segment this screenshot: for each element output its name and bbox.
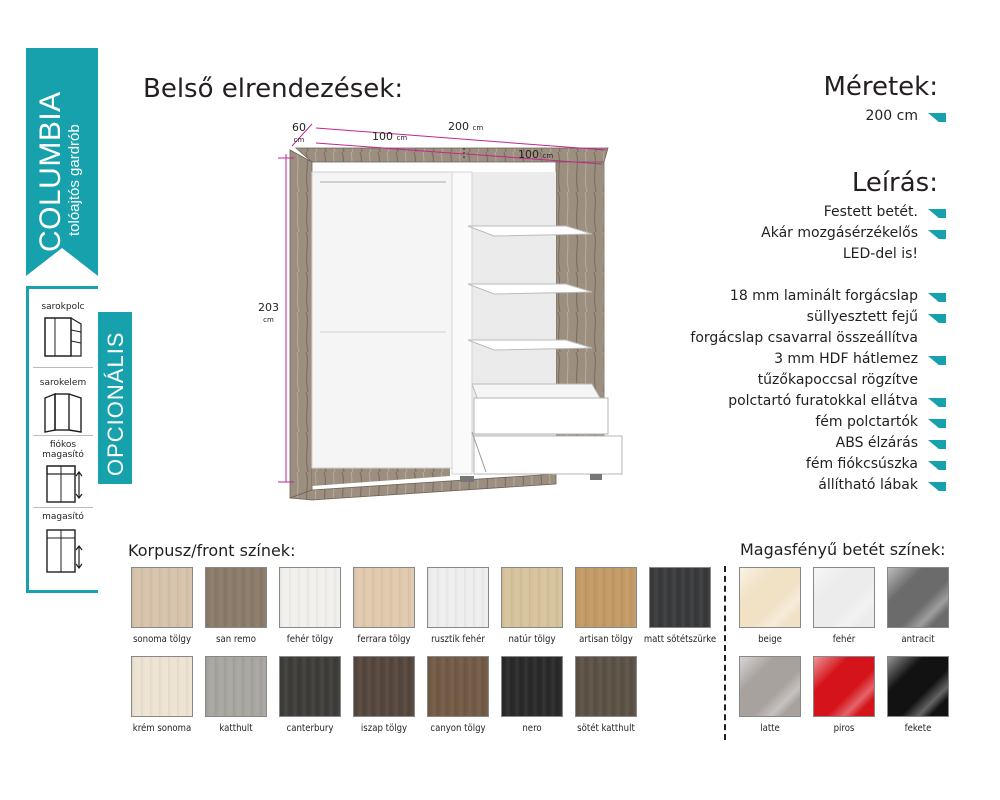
color-swatch[interactable]	[131, 656, 193, 717]
wardrobe-illustration	[250, 112, 630, 512]
description-line: fém fiókcsúszka	[805, 456, 918, 472]
corner-element-icon	[41, 390, 85, 434]
bullet-marker-icon	[928, 113, 946, 122]
color-swatch-label: piros	[833, 723, 855, 734]
description-line: forgácslap csavarral összeállítva	[690, 330, 918, 346]
color-swatch-label: iszap tölgy	[360, 723, 408, 734]
color-swatch-label: fehér tölgy	[286, 634, 334, 645]
color-swatch[interactable]	[353, 656, 415, 717]
color-swatch[interactable]	[739, 567, 801, 628]
bullet-marker-icon	[928, 293, 946, 302]
color-swatch-label: krém sonoma	[132, 723, 192, 734]
bullet-marker-icon	[928, 209, 946, 218]
color-swatch-label: san remo	[216, 634, 256, 645]
brand-subtitle: tolóajtós gardrób	[66, 124, 83, 236]
bullet-marker-icon	[928, 230, 946, 239]
optional-item-label: sarokpolc	[41, 302, 85, 312]
description-line: LED-del is!	[842, 246, 918, 262]
color-swatch-label: ferrara tölgy	[357, 634, 411, 645]
color-swatch-label: sonoma tölgy	[132, 634, 192, 645]
optional-item-label: fiókos magasító	[42, 440, 84, 460]
optional-item-corner-shelf[interactable]	[33, 302, 93, 368]
color-swatch-label: sötét katthult	[577, 723, 635, 734]
description-line: ABS élzárás	[835, 435, 918, 451]
color-swatch[interactable]	[501, 567, 563, 628]
bullet-marker-icon	[928, 482, 946, 491]
color-swatch-label: latte	[760, 723, 780, 734]
color-swatch[interactable]	[649, 567, 711, 628]
description-line: 3 mm HDF hátlemez	[774, 351, 918, 367]
color-swatch[interactable]	[279, 656, 341, 717]
description-line: fém polctartók	[815, 414, 918, 430]
bullet-marker-icon	[928, 356, 946, 365]
color-swatch-label: rusztik fehér	[431, 634, 485, 645]
optional-label: OPCIONÁLIS	[103, 331, 128, 476]
color-swatch[interactable]	[739, 656, 801, 717]
description-line: süllyesztett fejű	[806, 309, 918, 325]
bullet-marker-icon	[928, 314, 946, 323]
color-swatch[interactable]	[813, 656, 875, 717]
description-line: állítható lábak	[818, 477, 918, 493]
optional-item-extender[interactable]	[33, 512, 93, 588]
color-swatch[interactable]	[575, 656, 637, 717]
color-swatch-label: matt sötétszürke	[643, 634, 717, 645]
color-swatch-label: katthult	[219, 723, 253, 734]
right-width-label: 100 cm	[518, 148, 554, 161]
color-swatch-label: antracit	[901, 634, 935, 645]
total-width-label: 200 cm	[448, 120, 484, 133]
color-swatch[interactable]	[205, 656, 267, 717]
color-swatch-label: canterbury	[286, 723, 334, 734]
color-swatch[interactable]	[427, 567, 489, 628]
bullet-marker-icon	[928, 419, 946, 428]
bullet-marker-icon	[928, 440, 946, 449]
color-swatch-label: natúr tölgy	[508, 634, 556, 645]
height-dimension-label: 203 cm	[258, 301, 279, 324]
color-swatch[interactable]	[131, 567, 193, 628]
color-swatch-label: canyon tölgy	[430, 723, 486, 734]
color-swatch[interactable]	[205, 567, 267, 628]
gloss-insert-colors-heading: Magasfényű betét színek:	[740, 540, 946, 559]
size-value: 200 cm	[865, 108, 918, 124]
corner-shelf-icon	[41, 314, 85, 360]
color-swatch[interactable]	[353, 567, 415, 628]
description-line: 18 mm laminált forgácslap	[729, 288, 918, 304]
left-width-label: 100 cm	[372, 130, 408, 143]
sizes-heading: Méretek:	[823, 72, 938, 102]
color-swatch[interactable]	[501, 656, 563, 717]
extender-icon	[41, 524, 85, 576]
description-heading: Leírás:	[851, 168, 938, 198]
layout-heading: Belső elrendezések:	[143, 74, 404, 104]
optional-item-label: sarokelem	[39, 378, 87, 388]
brand-title: COLUMBIA	[34, 91, 67, 252]
color-swatch-label: fehér	[832, 634, 856, 645]
description-line: Festett betét.	[823, 204, 918, 220]
color-swatch[interactable]	[279, 567, 341, 628]
body-front-colors-heading: Korpusz/front színek:	[128, 541, 296, 560]
optional-item-corner-element[interactable]	[33, 378, 93, 436]
color-swatch[interactable]	[427, 656, 489, 717]
section-divider	[724, 566, 726, 740]
color-swatch[interactable]	[813, 567, 875, 628]
bullet-marker-icon	[928, 461, 946, 470]
optional-item-drawer-extender[interactable]	[33, 440, 93, 508]
description-line: polctartó furatokkal ellátva	[728, 393, 918, 409]
optional-item-label: magasító	[42, 512, 84, 522]
color-swatch-label: nero	[522, 723, 542, 734]
description-line: Akár mozgásérzékelős	[761, 225, 918, 241]
drawer-extender-icon	[41, 462, 85, 506]
color-swatch[interactable]	[887, 656, 949, 717]
depth-dimension-label: 60 cm	[292, 121, 306, 144]
description-line: tűzőkapoccsal rögzítve	[757, 372, 918, 388]
color-swatch-label: beige	[758, 634, 782, 645]
color-swatch-label: fekete	[904, 723, 932, 734]
color-swatch[interactable]	[887, 567, 949, 628]
color-swatch[interactable]	[575, 567, 637, 628]
bullet-marker-icon	[928, 398, 946, 407]
color-swatch-label: artisan tölgy	[579, 634, 633, 645]
